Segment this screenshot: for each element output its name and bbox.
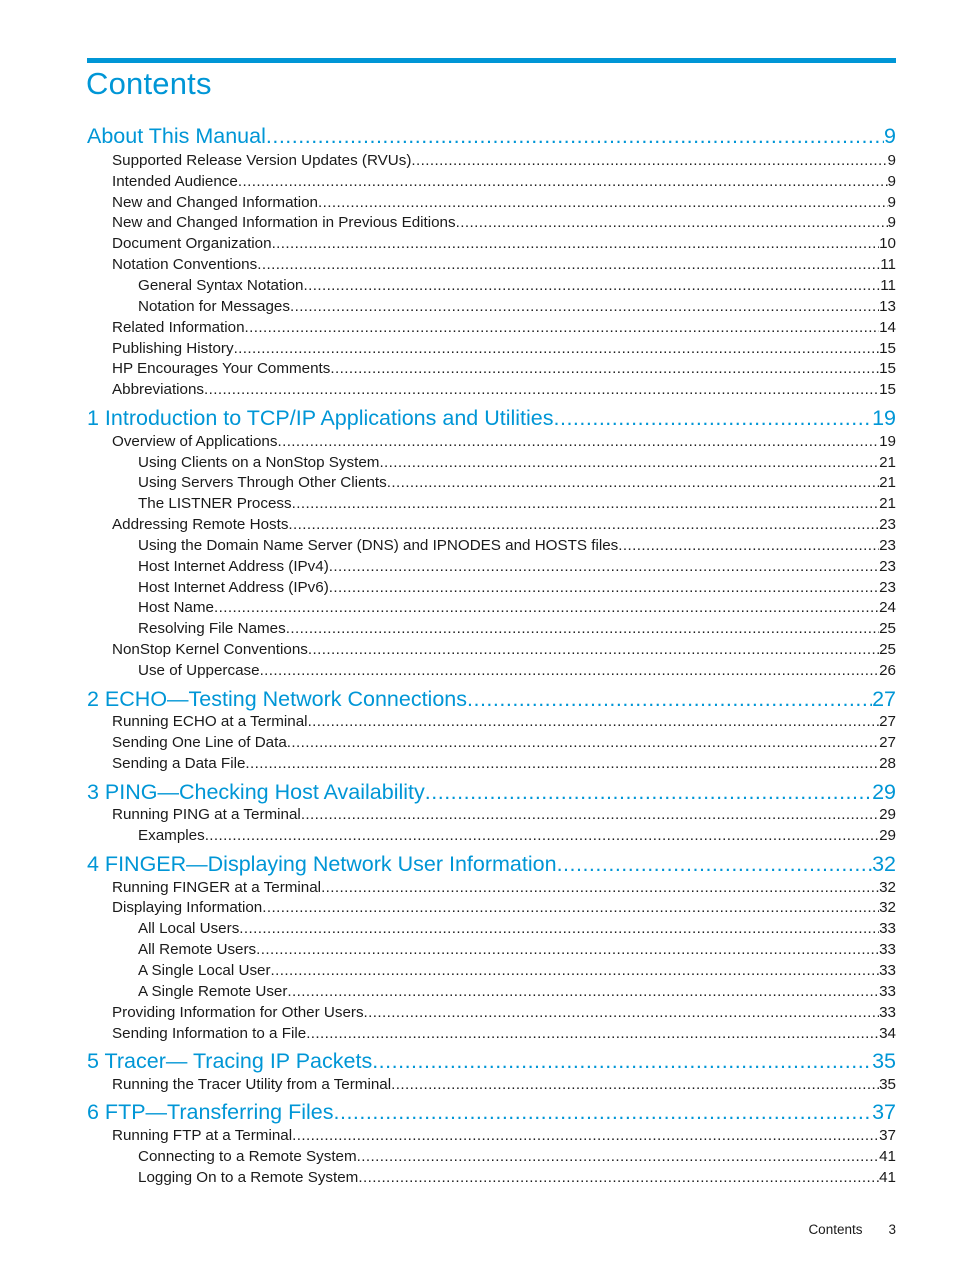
toc-leader-dots xyxy=(308,639,879,660)
toc-subsection-entry[interactable] xyxy=(87,535,896,556)
toc-leader-dots xyxy=(287,981,879,1002)
toc-chapter-entry[interactable] xyxy=(87,1097,896,1127)
toc-leader-dots xyxy=(318,192,888,213)
toc-entry-page-number: 11 xyxy=(880,277,896,294)
toc-entry-page-number: 25 xyxy=(879,620,896,637)
toc-section-entry[interactable] xyxy=(87,338,896,359)
toc-entry-page-number: 9 xyxy=(887,194,896,211)
toc-entry-page-number: 23 xyxy=(879,516,896,533)
toc-leader-dots xyxy=(411,150,887,171)
toc-chapter-entry[interactable] xyxy=(87,121,896,151)
toc-entry-label: 3 PING—Checking Host Availability xyxy=(87,780,425,804)
toc-entry-label: New and Changed Information xyxy=(112,194,319,211)
toc-entry-page-number: 33 xyxy=(879,920,896,937)
toc-entry-page-number: 14 xyxy=(879,319,896,336)
toc-leader-dots xyxy=(257,254,880,275)
toc-entry-page-number: 29 xyxy=(879,827,896,844)
toc-entry-page-number: 29 xyxy=(872,780,896,804)
toc-leader-dots xyxy=(286,618,879,639)
toc-section-entry[interactable] xyxy=(87,732,896,753)
toc-entry-label: 1 Introduction to TCP/IP Applications and Utilities xyxy=(87,406,554,430)
toc-section-entry[interactable] xyxy=(87,1002,896,1023)
toc-entry-label: 4 FINGER—Displaying Network User Information xyxy=(87,852,557,876)
toc-section-entry[interactable] xyxy=(87,150,896,171)
toc-entry-page-number: 19 xyxy=(879,433,896,450)
toc-entry-label: Host Internet Address (IPv6) xyxy=(138,579,329,596)
toc-entry-page-number: 35 xyxy=(879,1076,896,1093)
toc-leader-dots xyxy=(271,960,880,981)
toc-entry-label: Host Internet Address (IPv4) xyxy=(138,558,329,575)
toc-entry-label: General Syntax Notation xyxy=(138,277,304,294)
toc-entry-label: All Local Users xyxy=(138,920,240,937)
toc-entry-label: Providing Information for Other Users xyxy=(112,1004,364,1021)
toc-leader-dots xyxy=(303,275,880,296)
toc-entry-page-number: 10 xyxy=(879,235,896,252)
toc-leader-dots xyxy=(287,732,879,753)
toc-entry-label: Running FINGER at a Terminal xyxy=(112,879,322,896)
toc-entry-page-number: 27 xyxy=(879,734,896,751)
toc-chapter-entry[interactable] xyxy=(87,777,896,807)
toc-entry-page-number: 28 xyxy=(879,755,896,772)
toc-entry-page-number: 33 xyxy=(879,1004,896,1021)
toc-entry-page-number: 23 xyxy=(879,579,896,596)
toc-subsection-entry[interactable] xyxy=(87,296,896,317)
toc-leader-dots xyxy=(277,431,879,452)
toc-leader-dots xyxy=(205,825,879,846)
toc-section-entry[interactable] xyxy=(87,431,896,452)
toc-entry-label: Running the Tracer Utility from a Terminal xyxy=(112,1076,392,1093)
toc-entry-page-number: 25 xyxy=(879,641,896,658)
toc-entry-page-number: 33 xyxy=(879,983,896,1000)
toc-entry-page-number: 27 xyxy=(879,713,896,730)
toc-entry-label: Related Information xyxy=(112,319,245,336)
toc-entry-label: Notation for Messages xyxy=(138,298,290,315)
toc-entry-page-number: 19 xyxy=(872,406,896,430)
toc-leader-dots xyxy=(256,939,879,960)
toc-chapter-entry[interactable] xyxy=(87,849,896,879)
toc-section-entry[interactable] xyxy=(87,711,896,732)
toc-entry-page-number: 35 xyxy=(872,1049,896,1073)
toc-section-entry[interactable] xyxy=(87,753,896,774)
toc-leader-dots xyxy=(262,897,879,918)
toc-entry-label: Running FTP at a Terminal xyxy=(112,1127,293,1144)
toc-entry-label: 6 FTP—Transferring Files xyxy=(87,1100,334,1124)
toc-entry-label: All Remote Users xyxy=(138,941,257,958)
toc-entry-page-number: 41 xyxy=(879,1169,896,1186)
toc-entry-page-number: 34 xyxy=(879,1025,896,1042)
toc-leader-dots xyxy=(372,1046,872,1076)
toc-subsection-entry[interactable] xyxy=(87,1146,896,1167)
toc-subsection-entry[interactable] xyxy=(87,918,896,939)
toc-leader-dots xyxy=(234,338,880,359)
toc-entry-page-number: 9 xyxy=(884,124,896,148)
toc-leader-dots xyxy=(308,711,880,732)
toc-leader-dots xyxy=(292,1125,879,1146)
toc-subsection-entry[interactable] xyxy=(87,275,896,296)
toc-subsection-entry[interactable] xyxy=(87,1167,896,1188)
toc-section-entry[interactable] xyxy=(87,804,896,825)
toc-leader-dots xyxy=(329,556,879,577)
toc-entry-page-number: 24 xyxy=(879,599,896,616)
toc-entry-label: A Single Remote User xyxy=(138,983,288,1000)
toc-leader-dots xyxy=(301,804,879,825)
toc-entry-page-number: 21 xyxy=(879,495,896,512)
toc-entry-label: Use of Uppercase xyxy=(138,662,260,679)
toc-chapter-entry[interactable] xyxy=(87,403,896,433)
toc-subsection-entry[interactable] xyxy=(87,493,896,514)
toc-leader-dots xyxy=(290,296,879,317)
toc-entry-label: Overview of Applications xyxy=(112,433,278,450)
toc-entry-label: Using the Domain Name Server (DNS) and IPNODES and HOSTS files xyxy=(138,537,619,554)
toc-section-entry[interactable] xyxy=(87,639,896,660)
toc-subsection-entry[interactable] xyxy=(87,472,896,493)
toc-leader-dots xyxy=(245,317,880,338)
toc-leader-dots xyxy=(321,877,879,898)
toc-entry-page-number: 33 xyxy=(879,941,896,958)
toc-leader-dots xyxy=(391,1074,879,1095)
toc-entry-page-number: 15 xyxy=(879,340,896,357)
toc-entry-label: Document Organization xyxy=(112,235,272,252)
toc-leader-dots xyxy=(272,233,880,254)
toc-entry-label: Supported Release Version Updates (RVUs) xyxy=(112,152,412,169)
top-rule xyxy=(87,58,896,63)
toc-entry-label: New and Changed Information in Previous Editions xyxy=(112,214,456,231)
toc-entry-label: A Single Local User xyxy=(138,962,271,979)
toc-entry-label: Running ECHO at a Terminal xyxy=(112,713,308,730)
toc-subsection-entry[interactable] xyxy=(87,597,896,618)
toc-chapter-entry[interactable] xyxy=(87,1046,896,1076)
toc-subsection-entry[interactable] xyxy=(87,825,896,846)
toc-leader-dots xyxy=(204,379,879,400)
toc-section-entry[interactable] xyxy=(87,379,896,400)
toc-leader-dots xyxy=(329,577,879,598)
toc-entry-page-number: 9 xyxy=(887,214,896,231)
toc-entry-label: Running PING at a Terminal xyxy=(112,806,301,823)
toc-entry-label: 5 Tracer— Tracing IP Packets xyxy=(87,1049,373,1073)
toc-leader-dots xyxy=(554,403,873,433)
toc-section-entry[interactable] xyxy=(87,358,896,379)
toc-entry-label: Using Servers Through Other Clients xyxy=(138,474,387,491)
toc-leader-dots xyxy=(260,660,880,681)
toc-subsection-entry[interactable] xyxy=(87,660,896,681)
toc-chapter-entry[interactable] xyxy=(87,684,896,714)
toc-subsection-entry[interactable] xyxy=(87,939,896,960)
toc-leader-dots xyxy=(387,472,879,493)
toc-entry-page-number: 33 xyxy=(879,962,896,979)
toc-entry-label: Logging On to a Remote System xyxy=(138,1169,359,1186)
toc-subsection-entry[interactable] xyxy=(87,981,896,1002)
toc-entry-page-number: 9 xyxy=(887,173,896,190)
toc-entry-page-number: 37 xyxy=(872,1100,896,1124)
toc-leader-dots xyxy=(364,1002,880,1023)
toc-leader-dots xyxy=(214,597,879,618)
toc-entry-page-number: 26 xyxy=(879,662,896,679)
toc-entry-page-number: 27 xyxy=(872,687,896,711)
toc-entry-page-number: 9 xyxy=(887,152,896,169)
toc-entry-page-number: 21 xyxy=(879,474,896,491)
toc-subsection-entry[interactable] xyxy=(87,556,896,577)
footer-page-number: 3 xyxy=(888,1222,896,1237)
toc-entry-label: Addressing Remote Hosts xyxy=(112,516,289,533)
toc-leader-dots xyxy=(245,753,879,774)
toc-entry-page-number: 15 xyxy=(879,360,896,377)
toc-leader-dots xyxy=(334,1097,873,1127)
toc-leader-dots xyxy=(288,514,879,535)
toc-entry-page-number: 32 xyxy=(872,852,896,876)
toc-entry-page-number: 23 xyxy=(879,537,896,554)
toc-leader-dots xyxy=(456,212,888,233)
toc-section-entry[interactable] xyxy=(87,514,896,535)
toc-entry-label: Publishing History xyxy=(112,340,234,357)
toc-entry-page-number: 32 xyxy=(879,899,896,916)
toc-section-entry[interactable] xyxy=(87,254,896,275)
toc-section-entry[interactable] xyxy=(87,317,896,338)
toc-section-entry[interactable] xyxy=(87,1125,896,1146)
toc-entry-label: Sending One Line of Data xyxy=(112,734,287,751)
toc-entry-label: Using Clients on a NonStop System xyxy=(138,454,380,471)
toc-entry-label: Host Name xyxy=(138,599,214,616)
toc-section-entry[interactable] xyxy=(87,897,896,918)
toc-leader-dots xyxy=(306,1023,879,1044)
toc-entry-page-number: 13 xyxy=(879,298,896,315)
toc-entry-page-number: 37 xyxy=(879,1127,896,1144)
toc-entry-label: Displaying Information xyxy=(112,899,263,916)
toc-leader-dots xyxy=(330,358,879,379)
toc-entry-label: NonStop Kernel Conventions xyxy=(112,641,308,658)
toc-entry-label: Examples xyxy=(138,827,205,844)
toc-entry-page-number: 29 xyxy=(879,806,896,823)
page-footer xyxy=(808,1222,896,1237)
toc-subsection-entry[interactable] xyxy=(87,452,896,473)
toc-entry-label: Resolving File Names xyxy=(138,620,286,637)
toc-leader-dots xyxy=(425,777,872,807)
toc-subsection-entry[interactable] xyxy=(87,577,896,598)
toc-entry-page-number: 21 xyxy=(879,454,896,471)
toc-entry-label: Intended Audience xyxy=(112,173,238,190)
toc-entry-page-number: 32 xyxy=(879,879,896,896)
toc-leader-dots xyxy=(266,121,884,151)
toc-leader-dots xyxy=(379,452,879,473)
toc-leader-dots xyxy=(292,493,879,514)
toc-entry-label: Sending a Data File xyxy=(112,755,246,772)
toc-entry-page-number: 11 xyxy=(880,256,896,273)
toc-section-entry[interactable] xyxy=(87,877,896,898)
toc-section-entry[interactable] xyxy=(87,1074,896,1095)
toc-entry-page-number: 23 xyxy=(879,558,896,575)
toc-section-entry[interactable] xyxy=(87,171,896,192)
toc-entry-label: About This Manual xyxy=(87,124,266,148)
toc-entry-page-number: 41 xyxy=(879,1148,896,1165)
toc-section-entry[interactable] xyxy=(87,212,896,233)
toc-leader-dots xyxy=(467,684,872,714)
toc-section-entry[interactable] xyxy=(87,1023,896,1044)
toc-leader-dots xyxy=(618,535,879,556)
page-title: Contents xyxy=(86,66,212,101)
toc-leader-dots xyxy=(358,1167,879,1188)
toc-entry-label: Abbreviations xyxy=(112,381,205,398)
toc-leader-dots xyxy=(239,918,879,939)
toc-entry-label: Sending Information to a File xyxy=(112,1025,307,1042)
toc-subsection-entry[interactable] xyxy=(87,618,896,639)
toc-section-entry[interactable] xyxy=(87,233,896,254)
footer-section-label: Contents xyxy=(808,1222,863,1237)
toc-section-entry[interactable] xyxy=(87,192,896,213)
toc-leader-dots xyxy=(557,849,873,879)
toc-entry-label: Connecting to a Remote System xyxy=(138,1148,357,1165)
toc-entry-page-number: 15 xyxy=(879,381,896,398)
toc-entry-label: 2 ECHO—Testing Network Connections xyxy=(87,687,467,711)
toc-entry-label: HP Encourages Your Comments xyxy=(112,360,331,377)
toc-leader-dots xyxy=(238,171,888,192)
toc-entry-label: The LISTNER Process xyxy=(138,495,292,512)
toc-entry-label: Notation Conventions xyxy=(112,256,258,273)
toc-subsection-entry[interactable] xyxy=(87,960,896,981)
toc-leader-dots xyxy=(357,1146,879,1167)
